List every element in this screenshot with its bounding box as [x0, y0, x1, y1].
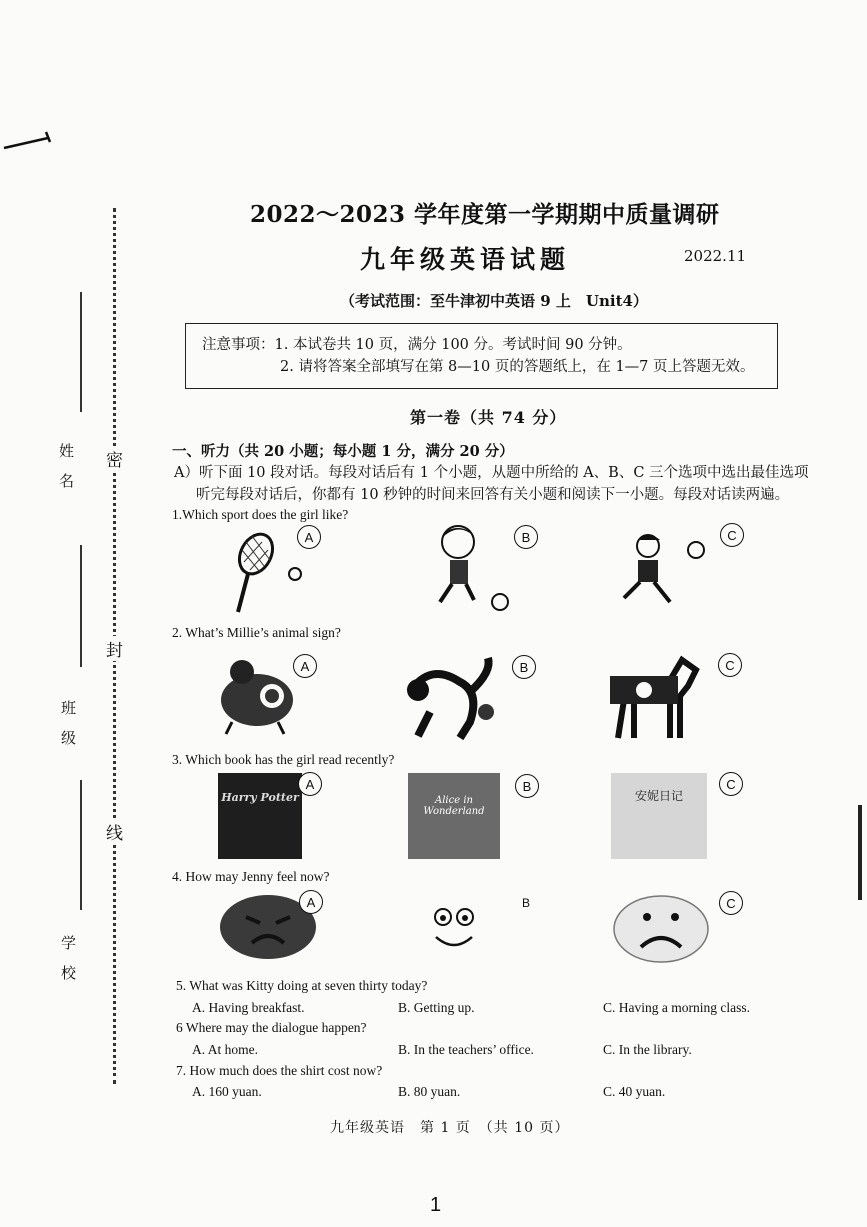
- q7-answer-b: B. 80 yuan.: [398, 1084, 461, 1099]
- q2-option-c: C: [718, 653, 742, 677]
- book-anne-diary: [611, 773, 707, 859]
- school-label: 学 校: [59, 935, 77, 980]
- q6-answer-b: B. In the teachers’ office.: [398, 1042, 534, 1057]
- name-label: 姓 名: [57, 443, 75, 488]
- book-harry-potter-title: Harry Potter: [221, 791, 299, 804]
- question-4: 4. How may Jenny feel now?: [172, 869, 330, 884]
- seal-mi: 密: [106, 446, 123, 471]
- class-label: 班 级: [59, 700, 77, 745]
- class-underline: [80, 545, 82, 667]
- q1-option-b: B: [514, 525, 538, 549]
- monkey-paper-cut-icon: [400, 652, 500, 742]
- q2-option-b: B: [512, 655, 536, 679]
- q7-answer-a: A. 160 yuan.: [192, 1084, 262, 1099]
- q6-answer-a: A. At home.: [192, 1042, 258, 1057]
- q2-option-a: A: [293, 654, 317, 678]
- question-2: 2. What’s Millie’s animal sign?: [172, 625, 341, 640]
- notice-box: [185, 323, 778, 389]
- exam-subtitle: 九年级英语试题: [360, 245, 571, 274]
- sad-face-icon: [611, 893, 711, 965]
- book-alice-title: Alice in Wonderland: [423, 795, 485, 817]
- q3-option-b: B: [515, 774, 539, 798]
- book-harry-potter: [218, 773, 302, 859]
- notice-line-1: 注意事项：1. 本试卷共 10 页，满分 100 分。考试时间 90 分钟。: [202, 337, 632, 353]
- page-footer: 九年级英语 第 1 页 （共 10 页）: [330, 1120, 570, 1136]
- q3-option-a: A: [298, 772, 322, 796]
- seal-feng: 封: [106, 636, 123, 661]
- q1-option-c: C: [720, 523, 744, 547]
- book-anne-title: 安妮日记: [634, 789, 683, 803]
- page-number: 1: [430, 1194, 442, 1216]
- instruction-2: 听完每段对话后，你都有 10 秒钟的时间来回答有关小题和阅读下一小题。每段对话读两遍。: [196, 487, 790, 503]
- question-1: 1.Which sport does the girl like?: [172, 507, 349, 522]
- notice-line-2: 2. 请将答案全部填写在第 8—10 页的答题纸上，在 1—7 页上答题无效。: [280, 359, 755, 375]
- question-5: 5. What was Kitty doing at seven thirty today?: [176, 978, 428, 993]
- horse-paper-cut-icon: [600, 650, 700, 740]
- name-underline: [80, 292, 82, 412]
- q4-option-b: B: [522, 896, 531, 910]
- boy-volleyball-icon: [610, 532, 710, 612]
- question-7: 7. How much does the shirt cost now?: [176, 1063, 383, 1078]
- exam-scope: （考试范围：至牛津初中英语 9 上 Unit4）: [340, 292, 648, 310]
- exam-date: 2022.11: [684, 247, 747, 265]
- q3-option-c: C: [719, 772, 743, 796]
- q7-answer-c: C. 40 yuan.: [603, 1084, 666, 1099]
- q5-answer-b: B. Getting up.: [398, 1000, 475, 1015]
- question-3: 3. Which book has the girl read recently?: [172, 752, 395, 767]
- seal-xian: 线: [106, 819, 123, 844]
- part-heading: 一、听力（共 20 小题；每小题 1 分，满分 20 分）: [172, 443, 514, 460]
- section-title: 第一卷（共 74 分）: [410, 408, 567, 427]
- rooster-paper-cut-icon: [212, 652, 302, 736]
- corner-mark: [0, 128, 60, 158]
- scan-edge: [858, 805, 862, 900]
- school-underline: [80, 780, 82, 910]
- q6-answer-c: C. In the library.: [603, 1042, 692, 1057]
- q5-answer-a: A. Having breakfast.: [192, 1000, 305, 1015]
- boy-football-icon: [428, 520, 518, 620]
- happy-face-icon: [430, 905, 480, 955]
- q1-option-a: A: [297, 525, 321, 549]
- exam-title: 2022～2023 学年度第一学期期中质量调研: [250, 201, 720, 228]
- q4-option-c: C: [719, 891, 743, 915]
- q5-answer-c: C. Having a morning class.: [603, 1000, 750, 1015]
- q4-option-a: A: [299, 890, 323, 914]
- instruction-1: A）听下面 10 段对话。每段对话后有 1 个小题，从题中所给的 A、B、C 三个选项中选出最佳选项: [174, 465, 809, 481]
- book-alice: [408, 773, 500, 859]
- question-6: 6 Where may the dialogue happen?: [176, 1020, 367, 1035]
